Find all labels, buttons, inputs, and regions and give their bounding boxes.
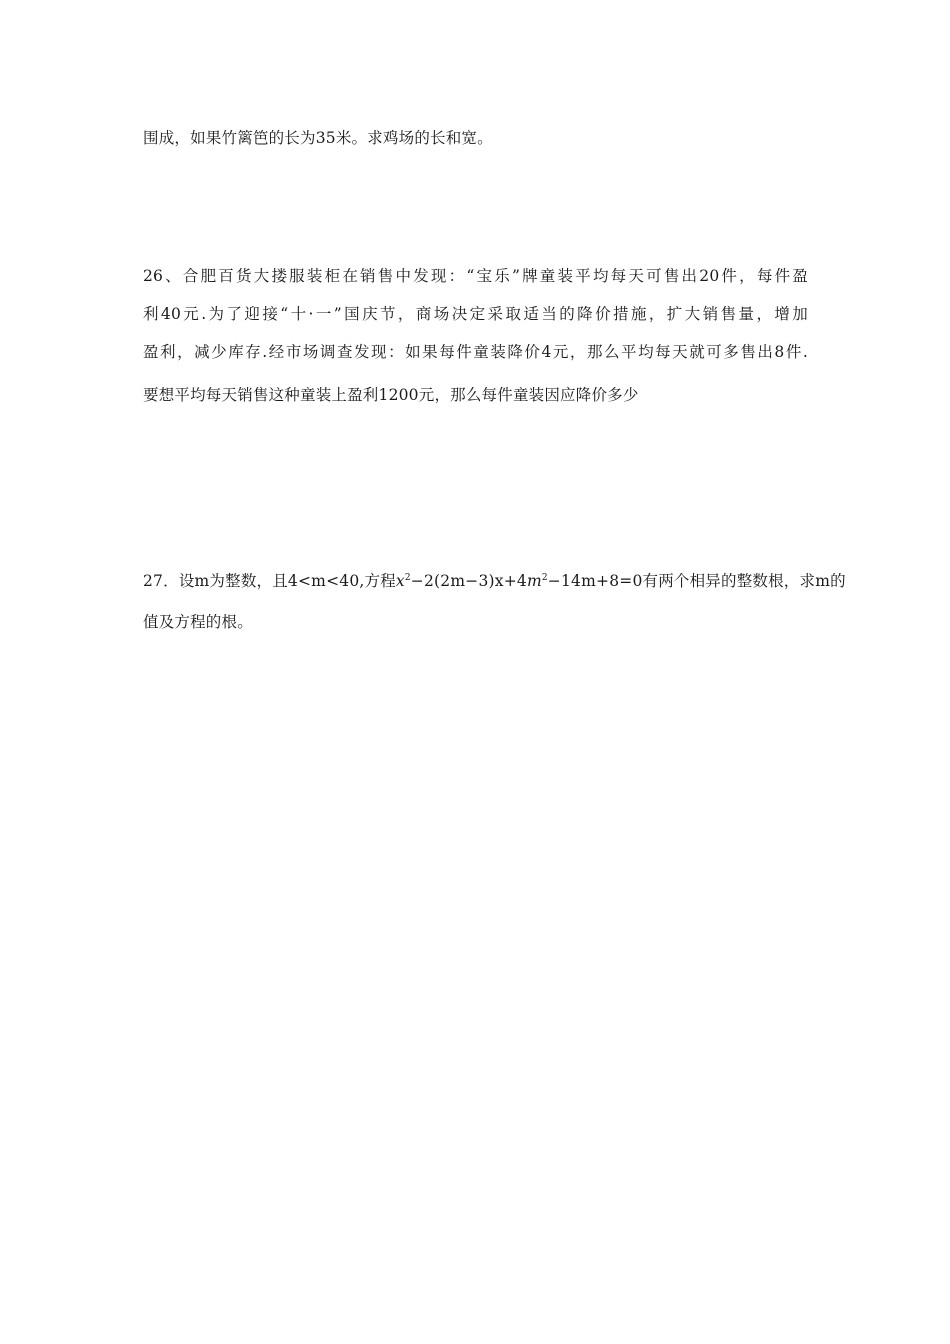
q27-prefix: 27．设m为整数，且4<m<40,方程 [143, 572, 396, 590]
q27-suffix: −14m+8=0有两个相异的整数根，求m的 [547, 572, 846, 590]
q26-line-4: 要想平均每天销售这种童装上盈利1200元，那么每件童装因应降价多少 [143, 386, 639, 404]
q27-line-1 [143, 571, 846, 591]
q27-middle: −2(2m−3)x+4 [410, 572, 527, 590]
q26-line-1: 26、合肥百货大搂服装柜在销售中发现：“宝乐”牌童装平均每天可售出20件，每件盈 [143, 267, 809, 285]
q27-m-exponent: 2 [541, 572, 548, 583]
q27-line-2: 值及方程的根。 [143, 613, 253, 631]
q27-x-exponent: 2 [404, 572, 411, 583]
q27-x-variable: x [395, 572, 405, 590]
q26-line-3: 盈利，减少库存.经市场调查发现：如果每件童装降价4元，那么平均每天就可多售出8件. [143, 343, 808, 361]
q26-line-2: 利40元.为了迎接“十·一”国庆节，商场决定采取适当的降价措施，扩大销售量，增加 [143, 305, 808, 323]
continuation-line: 围成，如果竹篱笆的长为35米。求鸡场的长和宽。 [143, 129, 493, 147]
q27-m-variable: m [526, 572, 542, 590]
